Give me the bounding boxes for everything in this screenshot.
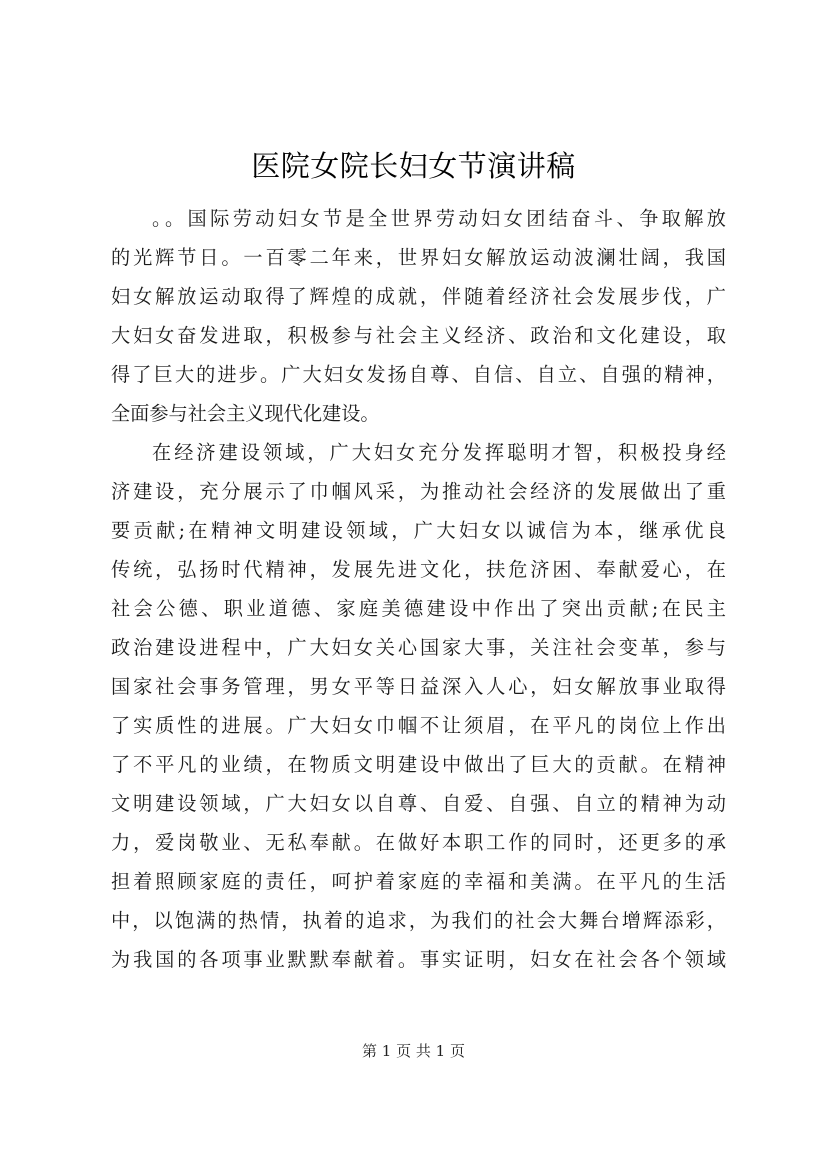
paragraph-line: 的光辉节日。一百零二年来，世界妇女解放运动波澜壮阔，我国 [111,246,726,269]
paragraph-line: 了实质性的进展。广大妇女巾帼不让须眉，在平凡的岗位上作出 [111,714,726,737]
document-title: 医院女院长妇女节演讲稿 [251,149,576,183]
paragraph-line: 担着照顾家庭的责任，呵护着家庭的幸福和美满。在平凡的生活 [111,870,726,893]
paragraph-line: 文明建设领域，广大妇女以自尊、自爱、自强、自立的精神为动 [111,792,726,815]
paragraph-line: 为我国的各项事业默默奉献着。事实证明，妇女在社会各个领域 [111,948,726,971]
paragraph [111,433,726,979]
paragraph-line: 政治建设进程中，广大妇女关心国家大事，关注社会变革，参与 [111,636,726,659]
paragraph-line: 社会公德、职业道德、家庭美德建设中作出了突出贡献;在民主 [111,597,726,620]
document-body [111,199,726,979]
paragraph-line: 要贡献;在精神文明建设领域，广大妇女以诚信为本，继承优良 [111,519,726,542]
paragraph-line: 济建设，充分展示了巾帼风采，为推动社会经济的发展做出了重 [111,480,726,503]
paragraph-line: 全面参与社会主义现代化建设。 [111,402,380,425]
paragraph-line: 。。国际劳动妇女节是全世界劳动妇女团结奋斗、争取解放 [152,207,726,230]
paragraph [111,199,726,433]
paragraph-line: 在经济建设领域，广大妇女充分发挥聪明才智，积极投身经 [152,441,726,464]
paragraph-line: 了不平凡的业绩，在物质文明建设中做出了巨大的贡献。在精神 [111,753,726,776]
paragraph-line: 大妇女奋发进取，积极参与社会主义经济、政治和文化建设，取 [111,324,726,347]
paragraph-line: 力，爱岗敬业、无私奉献。在做好本职工作的同时，还更多的承 [111,831,726,854]
page-footer: 第 1 页 共 1 页 [362,1042,465,1060]
paragraph-line: 中，以饱满的热情，执着的追求，为我们的社会大舞台增辉添彩， [111,909,726,932]
paragraph-line: 得了巨大的进步。广大妇女发扬自尊、自信、自立、自强的精神， [111,363,726,386]
paragraph-line: 传统，弘扬时代精神，发展先进文化，扶危济困、奉献爱心，在 [111,558,726,581]
paragraph-line: 妇女解放运动取得了辉煌的成就，伴随着经济社会发展步伐，广 [111,285,726,308]
paragraph-line: 国家社会事务管理，男女平等日益深入人心，妇女解放事业取得 [111,675,726,698]
